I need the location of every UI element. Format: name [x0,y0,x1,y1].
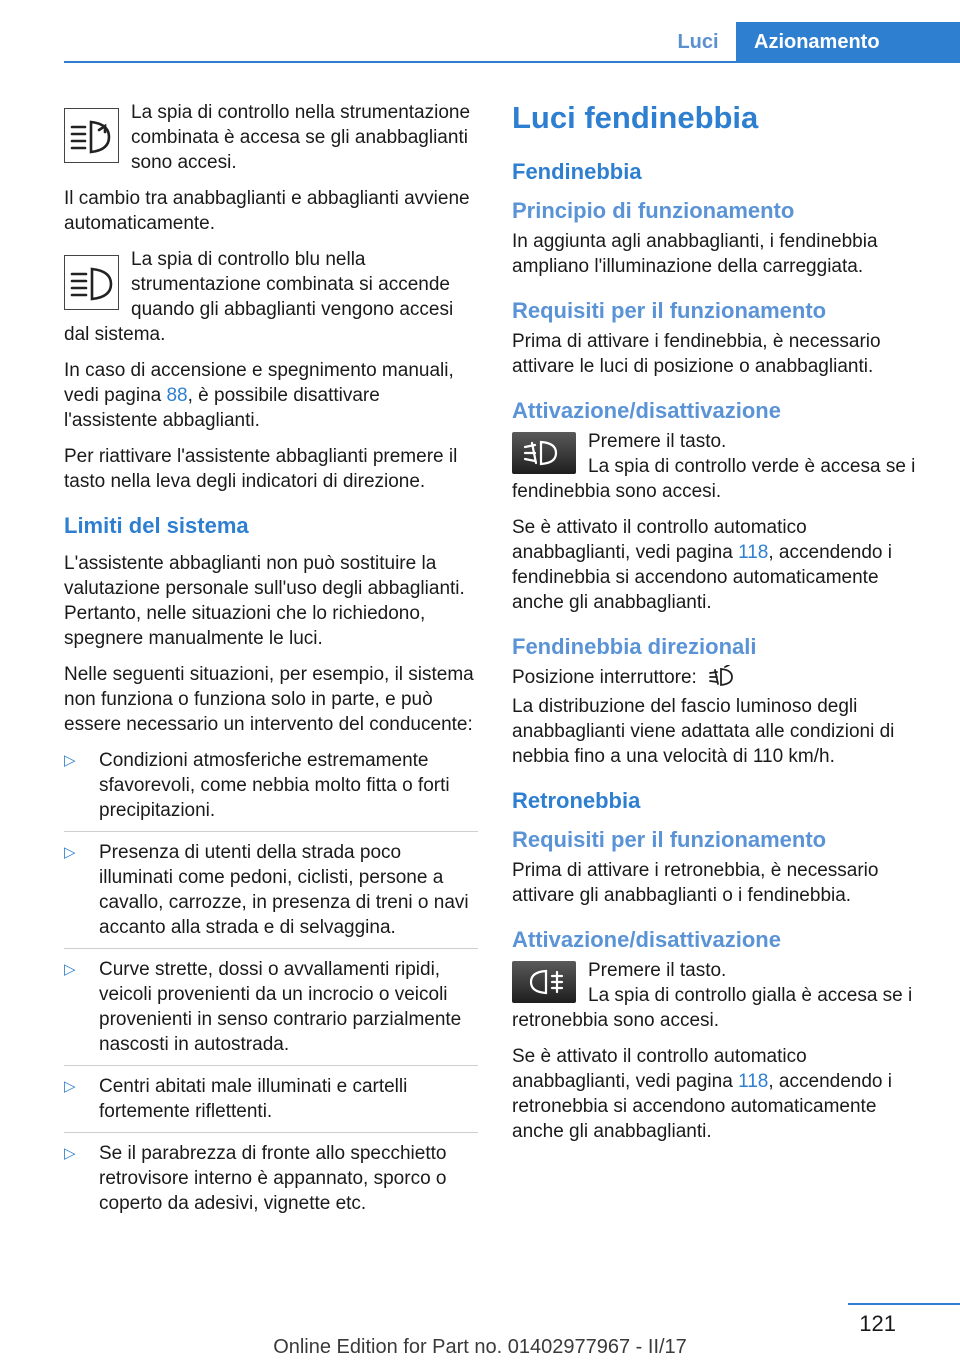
front-fog-button-icon [512,432,576,474]
list-item-text: Condizioni atmosferiche estremamente sfavorevoli, come nebbia molto fitta o forti precipitazioni. [99,750,450,821]
front-fog-button-block [512,429,928,504]
list-item-text: Centri abitati male illuminati e cartelli fortemente riflettenti. [99,1076,408,1122]
left-paragraph-4 [64,358,478,433]
text-run: In caso di accensione e spegnimento manuali, vedi pagina [64,360,454,406]
left-paragraph-6: L'assistente abbaglianti non può sostituire la valutazione personale sull'uso degli abbaglianti. Pertanto, nelle situazioni che lo richiedono, spegnere manualmente le luci. [64,553,465,649]
high-beam-indicator-icon [64,255,119,310]
page-link-118[interactable]: 118 [738,1071,769,1092]
heading-activation-1: Attivazione/disattivazione [512,398,781,423]
switch-position-icon [708,665,734,687]
footer-edition: Online Edition for Part no. 01402977967 - II/17 [273,1336,687,1358]
right-paragraph-req2: Prima di attivare i retronebbia, è necessario attivare gli anabbaglianti o i fendinebbia. [512,860,879,906]
right-paragraph-req1: Prima di attivare i fendinebbia, è necessario attivare le luci di posizione o anabbaglianti. [512,331,881,377]
triangle-bullet-icon: ▷ [64,1078,76,1095]
text-run: , accendendo i retronebbia si accendono automaticamente anche gli anabbaglianti. [512,1071,892,1142]
list-item [64,957,478,1066]
switch-position-label: Posizione interruttore: [512,667,697,688]
page-link-88[interactable]: 88 [166,385,188,406]
left-paragraph-3: La spia di controllo blu nella strumentazione combinata si accende quando gli abbaglianti vengono accesi dal sistema. [64,249,454,345]
switch-position-line [512,665,928,690]
high-beam-block [64,247,478,347]
left-paragraph-5: Per riattivare l'assistente abbaglianti premere il tasto nella leva degli indicatori di direzione. [64,446,458,492]
high-beam-assist-block [64,100,478,175]
heading-principle: Principio di funzionamento [512,198,795,223]
right-column [512,100,928,1155]
page-number-rule [848,1303,960,1305]
text-run: Se è attivato il controllo automatico anabbaglianti, vedi pagina [512,1046,807,1092]
header-chapter-tab: Azionamento [736,22,960,62]
right-paragraph-act1: La spia di controllo verde è accesa se i fendinebbia sono accesi. [512,456,916,502]
list-item-text: Curve strette, dossi o avvallamenti ripidi, veicoli provenienti da un incrocio o veicoli provenienti in senso contrario parzialmente nascosti in autostrada. [99,959,462,1055]
list-item [64,840,478,949]
left-paragraph-7: Nelle seguenti situazioni, per esempio, il sistema non funziona o funziona solo in parte, e può essere necessario un intervento del conducente: [64,664,474,735]
left-column [64,100,478,1232]
header-section: Luci [677,31,719,53]
list-item-text: Presenza di utenti della strada poco illuminati come pedoni, ciclisti, persone a cavallo, carrozze, in presenza di treni o navi accanto alla strada e di selvaggina. [99,842,469,938]
rear-fog-button-block [512,958,928,1033]
text-run: , accendendo i fendinebbia si accendono automaticamente anche gli anabbaglianti. [512,542,892,613]
list-item [64,1074,478,1133]
triangle-bullet-icon: ▷ [64,752,76,769]
page-link-118[interactable]: 118 [738,542,769,563]
left-paragraph-1: La spia di controllo nella strumentazione combinata è accesa se gli anabbaglianti sono accesi. [131,102,471,173]
page-number: 121 [859,1311,896,1336]
limitations-list [64,748,478,1224]
text-run: Se è attivato il controllo automatico anabbaglianti, vedi pagina [512,517,807,563]
text-run: , è possibile disattivare l'assistente abbaglianti. [64,385,380,431]
right-paragraph-principle: In aggiunta agli anabbaglianti, i fendinebbia ampliano l'illuminazione della carreggiata. [512,231,878,277]
right-paragraph-dir: La distribuzione del fascio luminoso degli anabbaglianti viene adattata alle condizioni di nebbia fino a una velocità di 110 km/h. [512,696,895,767]
right-paragraph-auto2 [512,1044,928,1144]
list-item [64,748,478,832]
right-paragraph-auto1 [512,515,928,615]
heading-system-limits: Limiti del sistema [64,513,249,538]
triangle-bullet-icon: ▷ [64,961,76,978]
heading-requirements-1: Requisiti per il funzionamento [512,298,827,323]
press-button-text-2: Premere il tasto. [588,960,727,981]
triangle-bullet-icon: ▷ [64,844,76,861]
list-item [64,1141,478,1224]
heading-front-fog: Fendinebbia [512,159,642,184]
right-paragraph-act2: La spia di controllo gialla è accesa se i retronebbia sono accesi. [512,985,913,1031]
heading-directional-fog: Fendinebbia direzionali [512,634,757,659]
high-beam-assist-indicator-icon [64,108,119,163]
triangle-bullet-icon: ▷ [64,1145,76,1162]
list-item-text: Se il parabrezza di fronte allo specchietto retrovisore interno è appannato, sporco o coperto da adesivi, vignette etc. [99,1143,447,1214]
left-paragraph-2: Il cambio tra anabbaglianti e abbaglianti avviene automaticamente. [64,188,470,234]
rear-fog-button-icon [512,961,576,1003]
heading-requirements-2: Requisiti per il funzionamento [512,827,827,852]
heading-rear-fog: Retronebbia [512,788,641,813]
press-button-text-1: Premere il tasto. [588,431,727,452]
heading-activation-2: Attivazione/disattivazione [512,927,781,952]
heading-fog-lights: Luci fendinebbia [512,100,759,135]
